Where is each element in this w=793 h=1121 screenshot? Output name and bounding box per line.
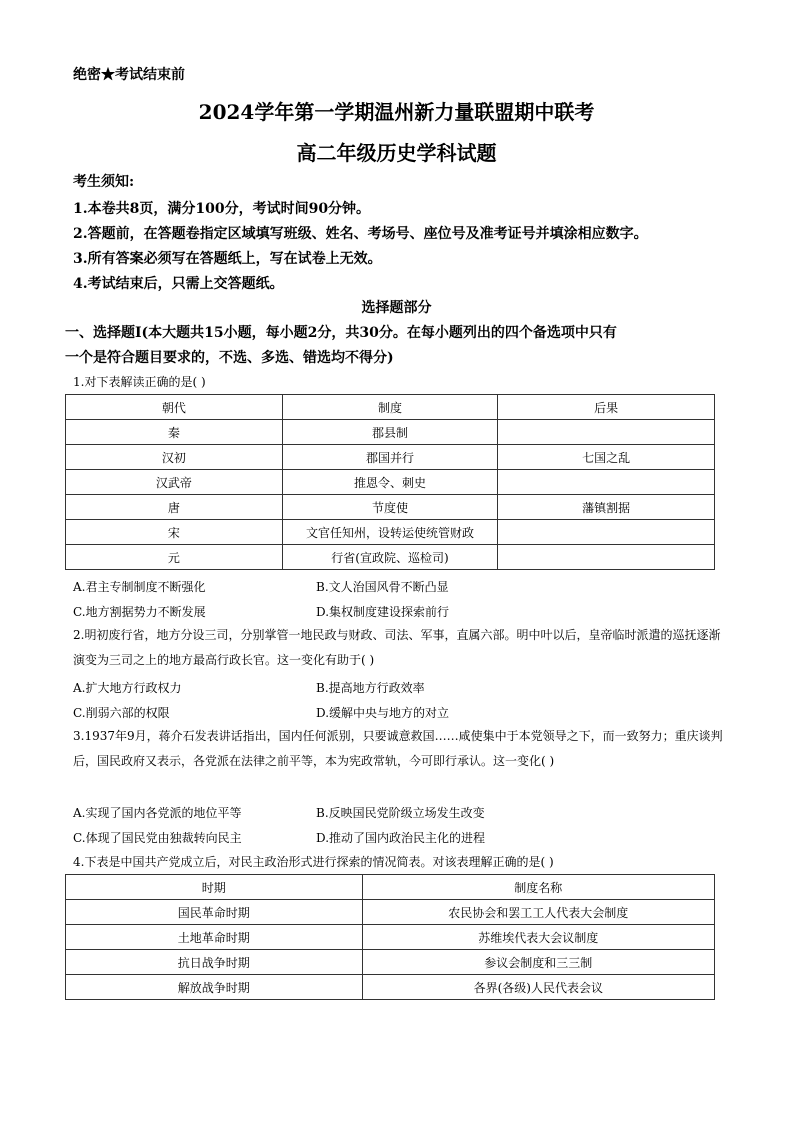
question-1-stem: 1.对下表解读正确的是( ) <box>73 375 206 389</box>
notice-item: 3.所有答案必须写在答题纸上，写在试卷上无效。 <box>73 251 382 267</box>
table-cell: 土地革命时期 <box>66 925 363 950</box>
part-instructions-line2: 一个是符合题目要求的，不选、多选、错选均不得分) <box>65 350 394 366</box>
table-row <box>66 545 715 570</box>
notice-heading: 考生须知: <box>73 174 135 190</box>
table-cell: 汉武帝 <box>66 470 283 495</box>
notice-item: 4.考试结束后，只需上交答题纸。 <box>73 276 284 292</box>
question-4-table <box>65 874 715 1000</box>
table-cell <box>498 420 715 445</box>
table-cell: 节度使 <box>282 495 498 520</box>
table-row <box>66 470 715 495</box>
part-instructions-line1: 一、选择题Ⅰ(本大题共15小题，每小题2分，共30分。在每小题列出的四个备选项中只有 <box>65 325 617 341</box>
question-4-stem: 4.下表是中国共产党成立后，对民主政治形式进行探索的情况简表。对该表理解正确的是( ) <box>73 855 554 869</box>
table-header-cell: 时期 <box>66 875 363 900</box>
table-cell: 秦 <box>66 420 283 445</box>
table-cell <box>498 545 715 570</box>
question-1-option-c: C.地方割据势力不断发展 <box>73 605 206 619</box>
section-title: 选择题部分 <box>361 300 432 316</box>
question-3-option-c: C.体现了国民党由独裁转向民主 <box>73 831 242 845</box>
table-row <box>66 420 715 445</box>
question-2-option-b: B.提高地方行政效率 <box>316 681 425 695</box>
question-3-option-b: B.反映国民党阶级立场发生改变 <box>316 806 485 820</box>
exam-subtitle: 高二年级历史学科试题 <box>296 141 497 165</box>
table-row <box>66 925 715 950</box>
table-cell: 唐 <box>66 495 283 520</box>
table-cell: 郡县制 <box>282 420 498 445</box>
table-cell: 解放战争时期 <box>66 975 363 1000</box>
table-header-cell: 后果 <box>498 395 715 420</box>
table-header-row <box>66 395 715 420</box>
table-row <box>66 950 715 975</box>
table-cell: 抗日战争时期 <box>66 950 363 975</box>
confidential-label: 绝密★考试结束前 <box>73 67 185 83</box>
question-2-option-d: D.缓解中央与地方的对立 <box>316 706 450 720</box>
table-row <box>66 445 715 470</box>
question-2-option-c: C.削弱六部的权限 <box>73 706 170 720</box>
question-3-option-d: D.推动了国内政治民主化的进程 <box>316 831 486 845</box>
table-cell: 七国之乱 <box>498 445 715 470</box>
table-cell: 元 <box>66 545 283 570</box>
table-cell: 郡国并行 <box>282 445 498 470</box>
table-cell: 行省(宣政院、巡检司) <box>282 545 498 570</box>
notice-item: 1.本卷共8页，满分100分，考试时间90分钟。 <box>73 201 371 217</box>
question-1-option-b: B.文人治国风骨不断凸显 <box>316 580 449 594</box>
table-cell <box>498 520 715 545</box>
table-cell: 藩镇割据 <box>498 495 715 520</box>
table-header-cell: 朝代 <box>66 395 283 420</box>
table-cell: 文官任知州，设转运使统管财政 <box>282 520 498 545</box>
table-row <box>66 975 715 1000</box>
table-row <box>66 900 715 925</box>
notice-item: 2.答题前，在答题卷指定区域填写班级、姓名、考场号、座位号及准考证号并填涂相应数字。 <box>73 226 648 242</box>
table-cell: 参议会制度和三三制 <box>362 950 714 975</box>
question-2-option-a: A.扩大地方行政权力 <box>73 681 182 695</box>
table-cell: 宋 <box>66 520 283 545</box>
question-1-option-d: D.集权制度建设探索前行 <box>316 605 450 619</box>
table-cell: 国民革命时期 <box>66 900 363 925</box>
table-cell: 农民协会和罢工工人代表大会制度 <box>362 900 714 925</box>
question-3-stem: 3.1937年9月，蒋介石发表讲话指出，国内任何派别，只要诚意救国……咸使集中于本党领导之下，而一致努力；重庆谈判后，国民政府又表示，各党派在法律之前平等，本为宪政常轨，今可即行承认。这一变化( ) <box>73 729 723 768</box>
question-1-option-a: A.君主专制制度不断强化 <box>73 580 206 594</box>
table-row <box>66 520 715 545</box>
table-cell: 各界(各级)人民代表会议 <box>362 975 714 1000</box>
table-cell: 汉初 <box>66 445 283 470</box>
table-cell: 苏维埃代表大会议制度 <box>362 925 714 950</box>
question-3-option-a: A.实现了国内各党派的地位平等 <box>73 806 242 820</box>
table-cell: 推恩令、刺史 <box>282 470 498 495</box>
table-header-row <box>66 875 715 900</box>
table-header-cell: 制度 <box>282 395 498 420</box>
exam-title: 2024学年第一学期温州新力量联盟期中联考 <box>198 100 595 124</box>
table-row <box>66 495 715 520</box>
table-header-cell: 制度名称 <box>362 875 714 900</box>
question-1-table <box>65 394 715 570</box>
question-2-stem: 2.明初废行省，地方分设三司，分别掌管一地民政与财政、司法、军事，直属六部。明中叶以后，皇帝临时派遣的巡抚逐渐演变为三司之上的地方最高行政长官。这一变化有助于( ) <box>73 628 721 667</box>
table-cell <box>498 470 715 495</box>
